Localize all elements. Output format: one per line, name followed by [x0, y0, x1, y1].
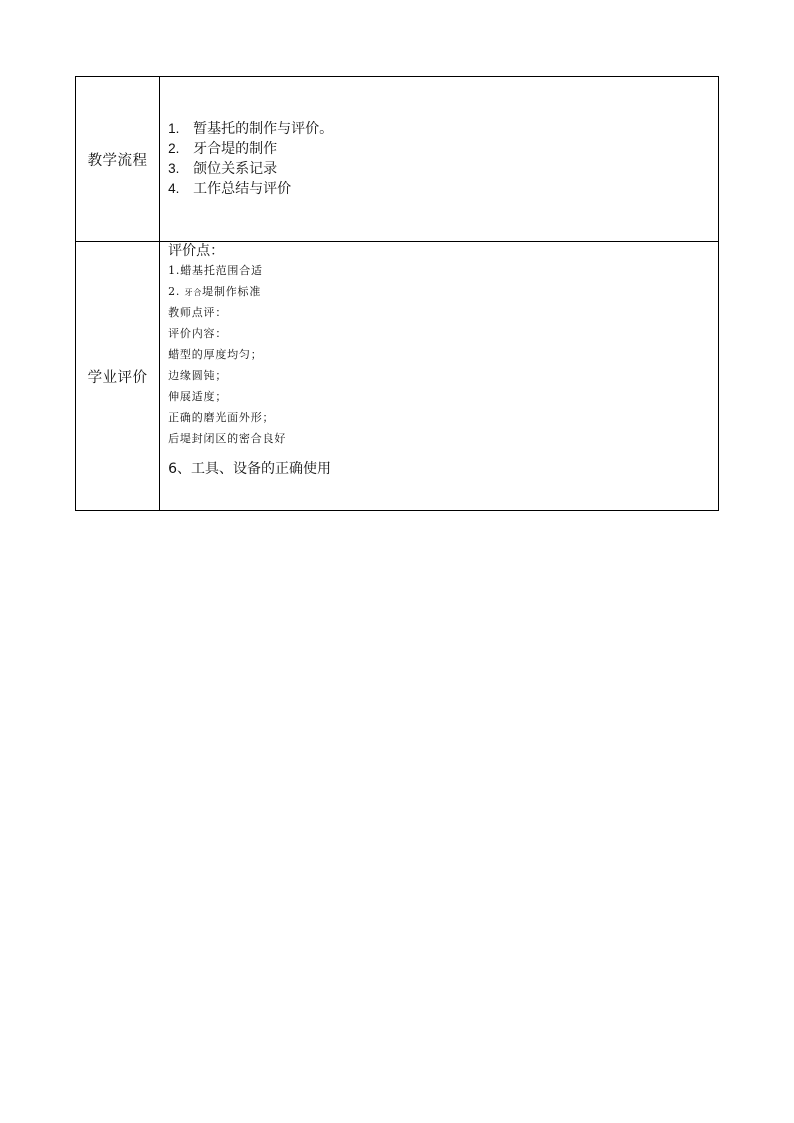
list-item: 1. 暂基托的制作与评价。	[168, 121, 334, 137]
academic-evaluation-label: 学业评价	[76, 242, 160, 511]
criteria-item: 蜡型的厚度均匀；	[168, 348, 263, 361]
academic-evaluation-content	[160, 242, 719, 511]
teaching-process-label: 教学流程	[76, 77, 160, 242]
teaching-process-content	[160, 77, 719, 242]
criteria-item: 正确的磨光面外形；	[168, 411, 275, 424]
list-item: 3. 颌位关系记录	[168, 161, 278, 177]
evaluation-points-heading: 评价点：	[168, 243, 225, 259]
criteria-item: 边缘圆钝；	[168, 369, 228, 382]
criteria-item: 后堤封闭区的密合良好	[168, 432, 287, 445]
tools-usage-item: 6、工具、设备的正确使用	[168, 461, 332, 477]
teaching-process-list	[160, 119, 718, 199]
evaluation-point-1: 1.蜡基托范围合适	[168, 264, 263, 277]
list-item: 2. 牙合堤的制作	[168, 141, 278, 157]
criteria-item: 伸展适度；	[168, 390, 228, 403]
evaluation-content-heading: 评价内容：	[168, 327, 228, 340]
spacer	[168, 449, 718, 459]
teacher-comment-heading: 教师点评：	[168, 306, 228, 319]
teaching-process-row	[76, 77, 719, 242]
evaluation-point-2: 2. 牙合堤制作标准	[168, 285, 262, 298]
academic-evaluation-row	[76, 242, 719, 511]
lesson-plan-table	[75, 76, 719, 511]
list-item: 4. 工作总结与评价	[168, 181, 292, 197]
